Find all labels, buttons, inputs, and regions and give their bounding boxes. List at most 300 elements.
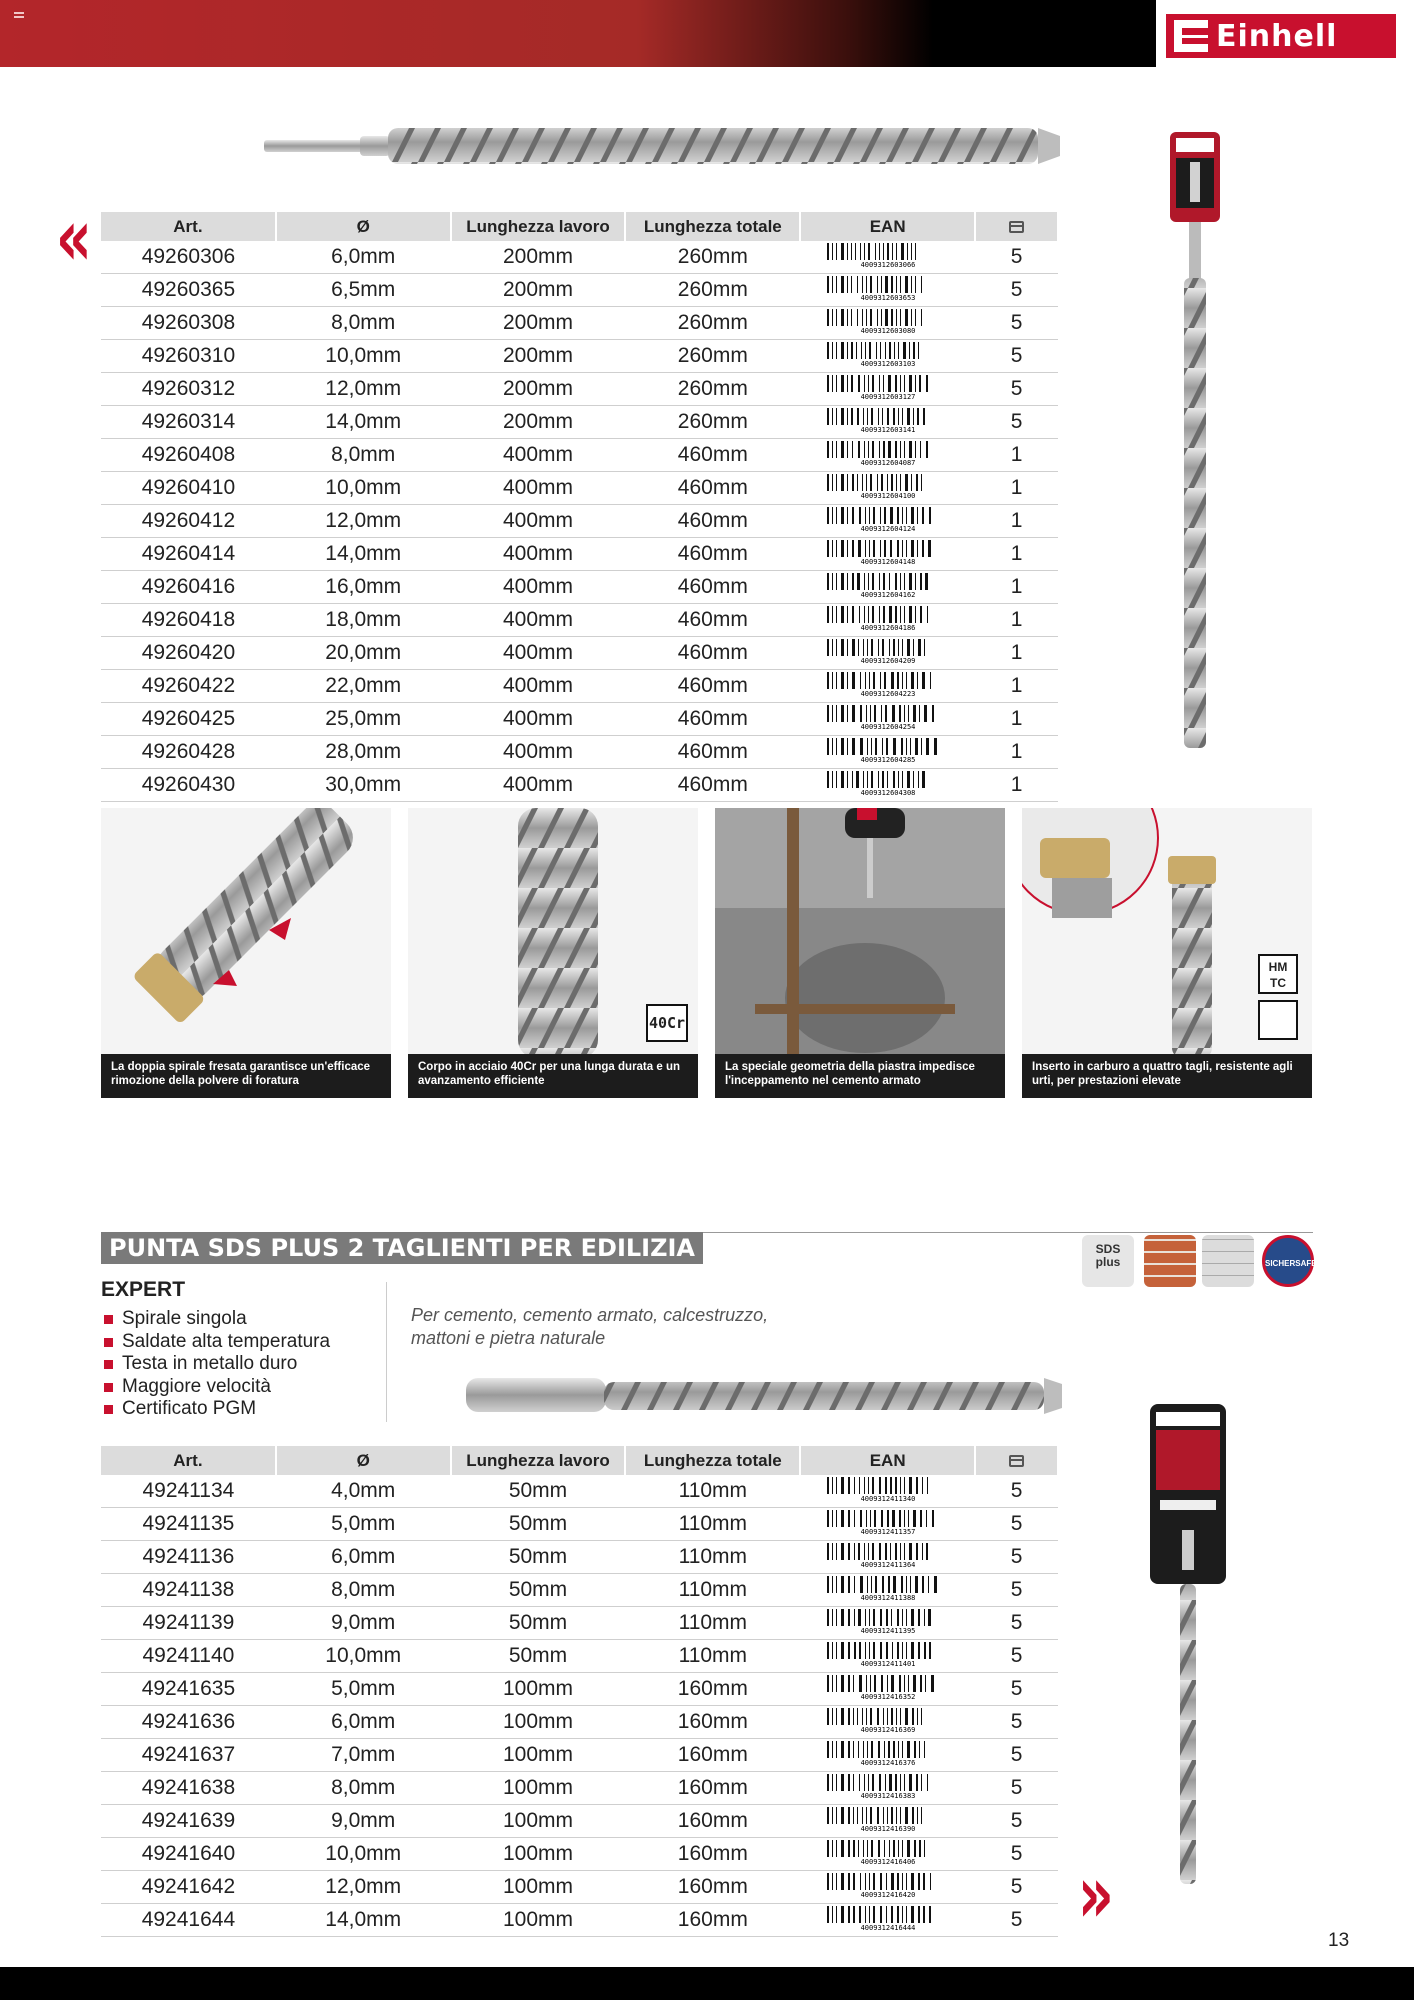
col-total-length: Lunghezza totale (625, 212, 800, 241)
list-item: Maggiore velocità (104, 1376, 330, 1399)
table-row (101, 571, 1058, 604)
barcode-icon (827, 1906, 949, 1930)
drill-bit-image-2 (464, 1372, 1064, 1418)
table-row (101, 307, 1058, 340)
table-row (101, 736, 1058, 769)
diameter-cell: 28,0mm (276, 736, 451, 769)
diameter-cell: 25,0mm (276, 703, 451, 736)
table-row (101, 1673, 1058, 1706)
sds-plus-icon: SDS plus (1082, 1235, 1134, 1287)
ean-number: 4009312603653 (860, 294, 916, 300)
total-length-cell: 460mm (625, 637, 800, 670)
pack-qty-cell: 1 (975, 670, 1058, 703)
work-length-cell: 200mm (451, 406, 626, 439)
table-row (101, 1475, 1058, 1508)
pack-qty-cell: 5 (975, 1607, 1058, 1640)
work-length-cell: 100mm (451, 1706, 626, 1739)
product-table-2 (101, 1446, 1059, 1937)
table-row (101, 1706, 1058, 1739)
barcode-icon (827, 309, 949, 333)
work-length-cell: 100mm (451, 1673, 626, 1706)
angle-icon (1258, 1000, 1298, 1040)
ean-number: 4009312416390 (860, 1825, 916, 1831)
list-item: Certificato PGM (104, 1398, 330, 1421)
ean-barcode (800, 406, 975, 439)
art-cell: 49241140 (101, 1640, 276, 1673)
feature-carbide-insert (1022, 808, 1312, 1098)
list-item: Spirale singola (104, 1308, 330, 1331)
usage-text: Per cemento, cemento armato, calcestruzzo, mattoni e pietra naturale (411, 1305, 769, 1348)
art-cell: 49241136 (101, 1541, 276, 1574)
feature-caption: Corpo in acciaio 40Cr per una lunga durata e un avanzamento efficiente (408, 1054, 698, 1098)
table-row (101, 340, 1058, 373)
list-item: Testa in metallo duro (104, 1353, 330, 1376)
pack-qty-cell: 1 (975, 604, 1058, 637)
ean-number: 4009312604254 (860, 723, 916, 729)
ean-number: 4009312604148 (860, 558, 916, 564)
table-row (101, 274, 1058, 307)
table-row (101, 1772, 1058, 1805)
package-image-2 (1146, 1400, 1230, 1900)
ean-barcode (800, 274, 975, 307)
table-row (101, 1805, 1058, 1838)
art-cell: 49241139 (101, 1607, 276, 1640)
work-length-cell: 100mm (451, 1739, 626, 1772)
art-cell: 49260312 (101, 373, 276, 406)
total-length-cell: 160mm (625, 1805, 800, 1838)
feature-caption: La doppia spirale fresata garantisce un'efficace rimozione della polvere di foratura (101, 1054, 391, 1098)
ean-barcode (800, 373, 975, 406)
total-length-cell: 460mm (625, 571, 800, 604)
total-length-cell: 260mm (625, 373, 800, 406)
barcode-icon (827, 738, 949, 762)
diameter-cell: 14,0mm (276, 538, 451, 571)
ean-number: 4009312604087 (860, 459, 916, 465)
pack-qty-cell: 5 (975, 1574, 1058, 1607)
col-pack (975, 1446, 1058, 1475)
pack-qty-cell: 5 (975, 241, 1058, 274)
pack-qty-cell: 5 (975, 274, 1058, 307)
40cr-badge: 40Cr (646, 1004, 688, 1042)
chevron-left-icon[interactable]: « (55, 191, 92, 284)
ean-barcode (800, 769, 975, 802)
col-ean: EAN (800, 1446, 975, 1475)
diameter-cell: 5,0mm (276, 1508, 451, 1541)
pack-qty-cell: 5 (975, 1673, 1058, 1706)
pack-qty-cell: 5 (975, 1904, 1058, 1937)
barcode-icon (827, 639, 949, 663)
col-ean: EAN (800, 212, 975, 241)
ean-number: 4009312604223 (860, 690, 916, 696)
diameter-cell: 12,0mm (276, 373, 451, 406)
diameter-cell: 4,0mm (276, 1475, 451, 1508)
total-length-cell: 160mm (625, 1673, 800, 1706)
art-cell: 49241635 (101, 1673, 276, 1706)
total-length-cell: 110mm (625, 1541, 800, 1574)
diameter-cell: 10,0mm (276, 1640, 451, 1673)
total-length-cell: 460mm (625, 472, 800, 505)
work-length-cell: 400mm (451, 769, 626, 802)
total-length-cell: 110mm (625, 1475, 800, 1508)
pack-qty-cell: 5 (975, 406, 1058, 439)
work-length-cell: 100mm (451, 1838, 626, 1871)
ean-barcode (800, 1805, 975, 1838)
table-row (101, 439, 1058, 472)
art-cell: 49260365 (101, 274, 276, 307)
diameter-cell: 8,0mm (276, 1772, 451, 1805)
ean-barcode (800, 670, 975, 703)
total-length-cell: 260mm (625, 406, 800, 439)
total-length-cell: 110mm (625, 1574, 800, 1607)
work-length-cell: 100mm (451, 1805, 626, 1838)
art-cell: 49260410 (101, 472, 276, 505)
work-length-cell: 100mm (451, 1772, 626, 1805)
brand-area (1156, 0, 1414, 67)
ean-barcode (800, 571, 975, 604)
diameter-cell: 18,0mm (276, 604, 451, 637)
ean-barcode (800, 1739, 975, 1772)
feature-caption: La speciale geometria della piastra impedisce l'inceppamento nel cemento armato (715, 1054, 1005, 1098)
package-icon (1009, 1455, 1024, 1467)
col-diameter: Ø (276, 1446, 451, 1475)
ean-barcode (800, 1508, 975, 1541)
col-diameter: Ø (276, 212, 451, 241)
barcode-icon (827, 1510, 949, 1534)
work-length-cell: 50mm (451, 1475, 626, 1508)
diameter-cell: 12,0mm (276, 505, 451, 538)
art-cell: 49241638 (101, 1772, 276, 1805)
col-work-length: Lunghezza lavoro (451, 1446, 626, 1475)
table-row (101, 1838, 1058, 1871)
art-cell: 49260314 (101, 406, 276, 439)
pack-qty-cell: 5 (975, 1739, 1058, 1772)
table-row (101, 1541, 1058, 1574)
total-length-cell: 460mm (625, 505, 800, 538)
barcode-icon (827, 1576, 949, 1600)
work-length-cell: 200mm (451, 307, 626, 340)
total-length-cell: 110mm (625, 1640, 800, 1673)
art-cell: 49241642 (101, 1871, 276, 1904)
pack-qty-cell: 5 (975, 373, 1058, 406)
diameter-cell: 10,0mm (276, 1838, 451, 1871)
total-length-cell: 160mm (625, 1739, 800, 1772)
work-length-cell: 200mm (451, 373, 626, 406)
menu-icon[interactable] (14, 12, 24, 20)
art-cell: 49241639 (101, 1805, 276, 1838)
ean-number: 4009312416352 (860, 1693, 916, 1699)
total-length-cell: 260mm (625, 307, 800, 340)
barcode-icon (827, 672, 949, 696)
feature-geometry (715, 808, 1005, 1098)
art-cell: 49241640 (101, 1838, 276, 1871)
col-pack (975, 212, 1058, 241)
diameter-cell: 12,0mm (276, 1871, 451, 1904)
art-cell: 49260412 (101, 505, 276, 538)
table-row (101, 1508, 1058, 1541)
barcode-icon (827, 540, 949, 564)
work-length-cell: 400mm (451, 571, 626, 604)
feature-list (104, 1308, 330, 1421)
work-length-cell: 200mm (451, 274, 626, 307)
pack-qty-cell: 1 (975, 472, 1058, 505)
barcode-icon (827, 276, 949, 300)
diameter-cell: 10,0mm (276, 340, 451, 373)
ean-number: 4009312603066 (860, 261, 916, 267)
art-cell: 49241637 (101, 1739, 276, 1772)
table-row (101, 505, 1058, 538)
work-length-cell: 400mm (451, 736, 626, 769)
table-row (101, 703, 1058, 736)
diameter-cell: 20,0mm (276, 637, 451, 670)
ean-barcode (800, 241, 975, 274)
ean-number: 4009312411340 (860, 1495, 916, 1501)
art-cell: 49260308 (101, 307, 276, 340)
work-length-cell: 50mm (451, 1607, 626, 1640)
ean-number: 4009312604162 (860, 591, 916, 597)
barcode-icon (827, 243, 949, 267)
barcode-icon (827, 705, 949, 729)
col-art: Art. (101, 212, 276, 241)
ean-number: 4009312603127 (860, 393, 916, 399)
ean-number: 4009312416444 (860, 1924, 916, 1930)
barcode-icon (827, 771, 949, 795)
pack-qty-cell: 5 (975, 1508, 1058, 1541)
barcode-icon (827, 1774, 949, 1798)
art-cell: 49260425 (101, 703, 276, 736)
ean-number: 4009312416383 (860, 1792, 916, 1798)
diameter-cell: 10,0mm (276, 472, 451, 505)
total-length-cell: 110mm (625, 1508, 800, 1541)
drill-tip-image (101, 808, 391, 1058)
diameter-cell: 8,0mm (276, 1574, 451, 1607)
table-row (101, 472, 1058, 505)
feature-40cr-steel (408, 808, 698, 1098)
ean-barcode (800, 1541, 975, 1574)
pack-qty-cell: 5 (975, 1772, 1058, 1805)
barcode-icon (827, 507, 949, 531)
hm-tc-badge: HM TC (1258, 954, 1298, 994)
ean-number: 4009312604100 (860, 492, 916, 498)
ean-barcode (800, 1673, 975, 1706)
ean-number: 4009312411395 (860, 1627, 916, 1633)
ean-barcode (800, 439, 975, 472)
work-length-cell: 400mm (451, 670, 626, 703)
footer-bar (0, 1967, 1414, 2000)
barcode-icon (827, 1609, 949, 1633)
work-length-cell: 200mm (451, 340, 626, 373)
total-length-cell: 160mm (625, 1871, 800, 1904)
ean-number: 4009312411364 (860, 1561, 916, 1567)
col-total-length: Lunghezza totale (625, 1446, 800, 1475)
package-icon (1009, 221, 1024, 233)
work-length-cell: 50mm (451, 1541, 626, 1574)
work-length-cell: 400mm (451, 439, 626, 472)
barcode-icon (827, 474, 949, 498)
total-length-cell: 460mm (625, 538, 800, 571)
ean-barcode (800, 1607, 975, 1640)
ean-barcode (800, 1772, 975, 1805)
table-row (101, 1904, 1058, 1937)
ean-barcode (800, 307, 975, 340)
total-length-cell: 160mm (625, 1772, 800, 1805)
art-cell: 49260414 (101, 538, 276, 571)
page-number: 13 (1328, 1930, 1350, 1951)
logo-mark-icon (1174, 20, 1208, 52)
diameter-cell: 9,0mm (276, 1805, 451, 1838)
ean-number: 4009312411388 (860, 1594, 916, 1600)
ean-barcode (800, 637, 975, 670)
barcode-icon (827, 1708, 949, 1732)
pack-qty-cell: 5 (975, 1871, 1058, 1904)
ean-number: 4009312604285 (860, 756, 916, 762)
barcode-icon (827, 1840, 949, 1864)
vertical-separator (386, 1282, 387, 1422)
diameter-cell: 8,0mm (276, 307, 451, 340)
work-length-cell: 400mm (451, 703, 626, 736)
art-cell: 49241135 (101, 1508, 276, 1541)
block-icon (1202, 1235, 1254, 1287)
pack-qty-cell: 1 (975, 769, 1058, 802)
art-cell: 49260430 (101, 769, 276, 802)
ean-barcode (800, 538, 975, 571)
ean-barcode (800, 736, 975, 769)
diameter-cell: 14,0mm (276, 1904, 451, 1937)
ean-number: 4009312603103 (860, 360, 916, 366)
col-work-length: Lunghezza lavoro (451, 212, 626, 241)
pack-qty-cell: 1 (975, 736, 1058, 769)
art-cell: 49260428 (101, 736, 276, 769)
art-cell: 49260416 (101, 571, 276, 604)
work-length-cell: 400mm (451, 505, 626, 538)
pack-qty-cell: 1 (975, 637, 1058, 670)
barcode-icon (827, 606, 949, 630)
work-length-cell: 400mm (451, 538, 626, 571)
pack-qty-cell: 5 (975, 1475, 1058, 1508)
art-cell: 49260310 (101, 340, 276, 373)
art-cell: 49260306 (101, 241, 276, 274)
ean-barcode (800, 1640, 975, 1673)
list-item: Saldate alta temperatura (104, 1331, 330, 1354)
ean-barcode (800, 703, 975, 736)
table-row (101, 769, 1058, 802)
table-row (101, 241, 1058, 274)
work-length-cell: 400mm (451, 604, 626, 637)
diameter-cell: 8,0mm (276, 439, 451, 472)
section-subtitle: EXPERT (101, 1278, 186, 1301)
work-length-cell: 50mm (451, 1508, 626, 1541)
pack-qty-cell: 1 (975, 505, 1058, 538)
barcode-icon (827, 342, 949, 366)
ean-number: 4009312416406 (860, 1858, 916, 1864)
brick-icon (1144, 1235, 1196, 1287)
work-length-cell: 50mm (451, 1640, 626, 1673)
diameter-cell: 6,0mm (276, 1541, 451, 1574)
ean-barcode (800, 1574, 975, 1607)
barcode-icon (827, 1675, 949, 1699)
pack-qty-cell: 5 (975, 1706, 1058, 1739)
ean-number: 4009312604209 (860, 657, 916, 663)
art-cell: 49241138 (101, 1574, 276, 1607)
work-length-cell: 100mm (451, 1871, 626, 1904)
section-title: PUNTA SDS PLUS 2 TAGLIENTI PER EDILIZIA (101, 1232, 703, 1264)
table-row (101, 538, 1058, 571)
diameter-cell: 5,0mm (276, 1673, 451, 1706)
einhell-logo[interactable] (1166, 14, 1396, 58)
ean-barcode (800, 1475, 975, 1508)
diameter-cell: 22,0mm (276, 670, 451, 703)
package-image-1 (1162, 128, 1232, 758)
total-length-cell: 460mm (625, 736, 800, 769)
ean-number: 4009312603080 (860, 327, 916, 333)
table-row (101, 406, 1058, 439)
total-length-cell: 160mm (625, 1706, 800, 1739)
art-cell: 49260418 (101, 604, 276, 637)
table-row (101, 1871, 1058, 1904)
table-row (101, 637, 1058, 670)
pack-qty-cell: 1 (975, 439, 1058, 472)
drill-bit-image (262, 122, 1062, 170)
diameter-cell: 6,0mm (276, 241, 451, 274)
pack-qty-cell: 5 (975, 1838, 1058, 1871)
barcode-icon (827, 1543, 949, 1567)
product-table-1 (101, 212, 1059, 802)
barcode-icon (827, 408, 949, 432)
feature-double-spiral (101, 808, 391, 1098)
ean-barcode (800, 1904, 975, 1937)
diameter-cell: 7,0mm (276, 1739, 451, 1772)
ean-number: 4009312416369 (860, 1726, 916, 1732)
barcode-icon (827, 1741, 949, 1765)
sichersafe-icon: SICHERSAFE (1262, 1235, 1314, 1287)
diameter-cell: 9,0mm (276, 1607, 451, 1640)
total-length-cell: 460mm (625, 703, 800, 736)
art-cell: 49241644 (101, 1904, 276, 1937)
work-length-cell: 400mm (451, 637, 626, 670)
logo-text: Einhell (1216, 18, 1338, 54)
ean-barcode (800, 1706, 975, 1739)
barcode-icon (827, 441, 949, 465)
total-length-cell: 260mm (625, 274, 800, 307)
diameter-cell: 14,0mm (276, 406, 451, 439)
col-art: Art. (101, 1446, 276, 1475)
ean-number: 4009312604308 (860, 789, 916, 795)
table-row (101, 373, 1058, 406)
art-cell: 49260408 (101, 439, 276, 472)
total-length-cell: 260mm (625, 241, 800, 274)
total-length-cell: 460mm (625, 604, 800, 637)
ean-barcode (800, 472, 975, 505)
art-cell: 49260422 (101, 670, 276, 703)
pack-qty-cell: 1 (975, 538, 1058, 571)
work-length-cell: 50mm (451, 1574, 626, 1607)
ean-number: 4009312416376 (860, 1759, 916, 1765)
art-cell: 49241636 (101, 1706, 276, 1739)
barcode-icon (827, 1477, 949, 1501)
total-length-cell: 110mm (625, 1607, 800, 1640)
work-length-cell: 200mm (451, 241, 626, 274)
table-row (101, 1574, 1058, 1607)
ean-number: 4009312416420 (860, 1891, 916, 1897)
chevron-right-icon[interactable]: » (1077, 1848, 1114, 1941)
work-length-cell: 100mm (451, 1904, 626, 1937)
ean-barcode (800, 505, 975, 538)
barcode-icon (827, 1807, 949, 1831)
barcode-icon (827, 573, 949, 597)
ean-number: 4009312604186 (860, 624, 916, 630)
diameter-cell: 30,0mm (276, 769, 451, 802)
diameter-cell: 6,0mm (276, 1706, 451, 1739)
pack-qty-cell: 5 (975, 1805, 1058, 1838)
